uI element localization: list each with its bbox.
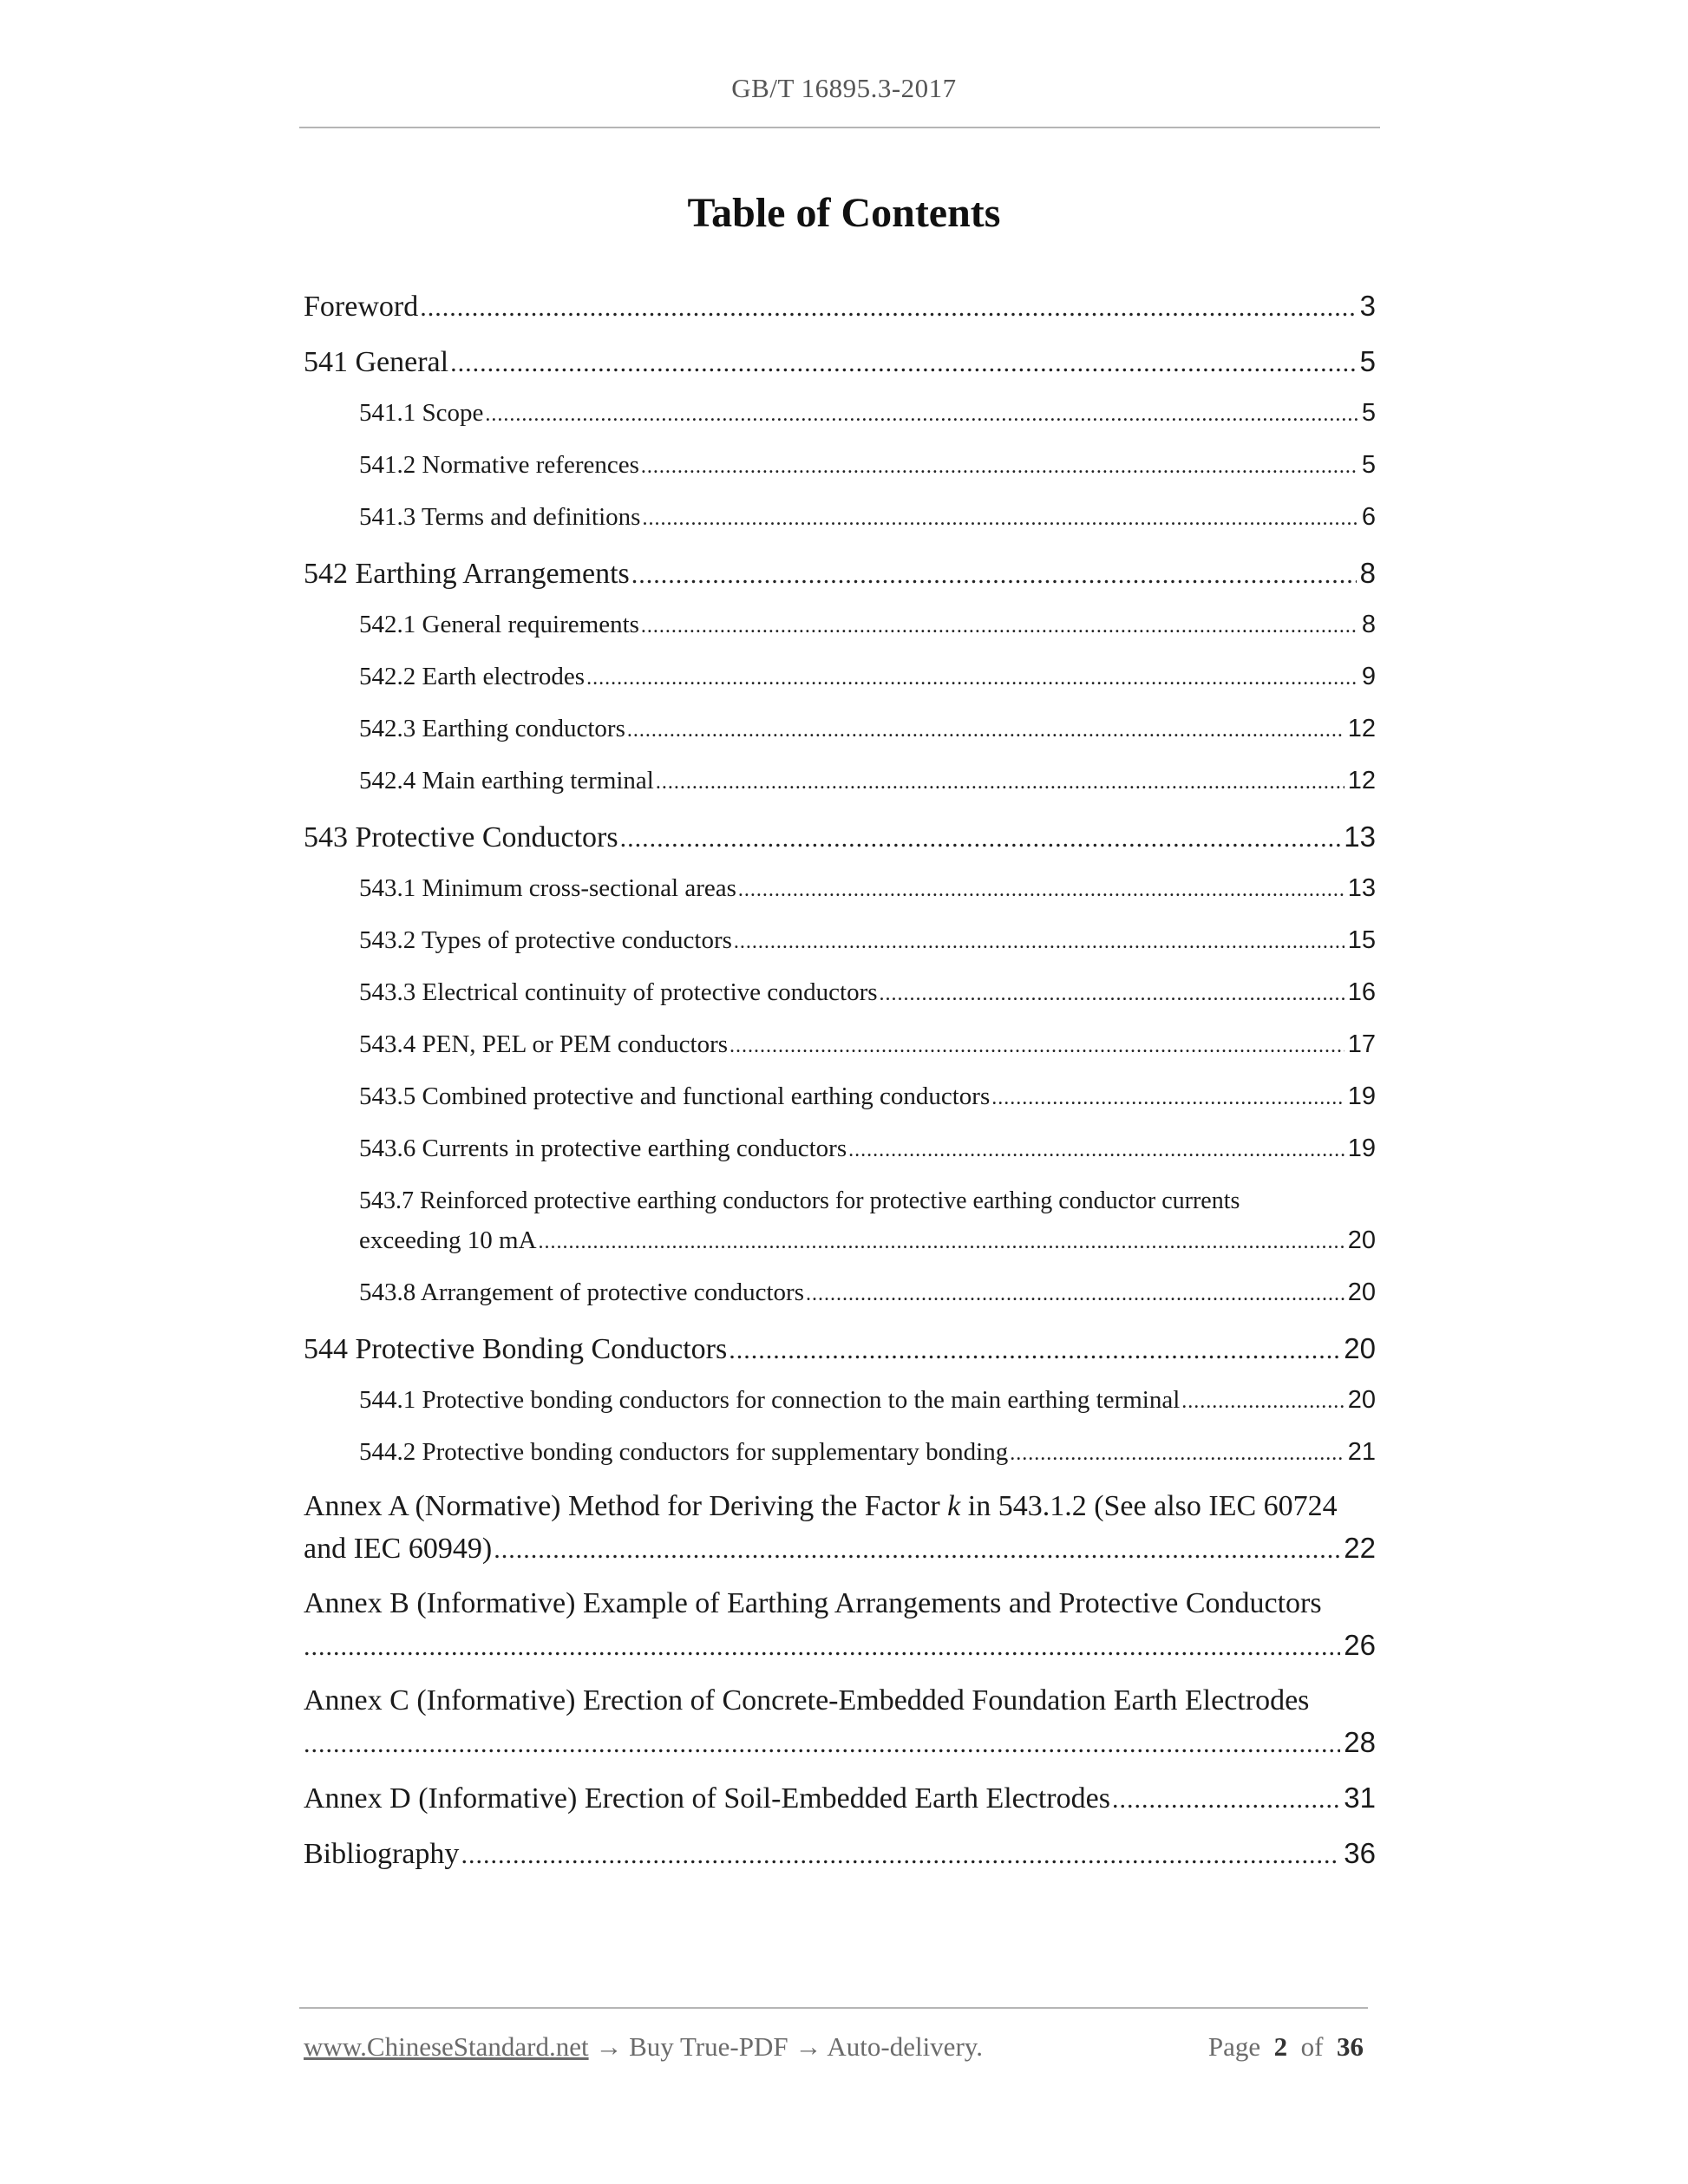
toc-entry-label: and IEC 60949) <box>304 1533 493 1565</box>
dot-leader <box>485 403 1358 427</box>
toc-entry-page: 5 <box>1359 345 1376 377</box>
current-page: 2 <box>1273 2031 1288 2062</box>
toc-entry-label: Annex B (Informative) Example of Earthing Arrangements and Protective Conductors <box>304 1587 1322 1619</box>
dot-leader <box>641 615 1358 638</box>
toc-entry-543-4[interactable] <box>359 1030 1376 1059</box>
toc-entry-label: 543.7 Reinforced protective earthing conductors for protective earthing conductor currents <box>359 1187 1240 1214</box>
toc-entry-542-3[interactable] <box>359 715 1376 743</box>
footer-promo <box>304 2031 983 2063</box>
dot-leader <box>880 983 1345 1006</box>
page-indicator: Page 2 of 36 <box>1207 2031 1364 2062</box>
toc-entry-page: 31 <box>1344 1782 1376 1814</box>
toc-entry-541-1[interactable] <box>359 399 1376 428</box>
toc-entry-543-1[interactable] <box>359 874 1376 903</box>
document-code: GB/T 16895.3-2017 <box>731 73 957 103</box>
toc-entry-page: 3 <box>1359 290 1376 322</box>
toc-entry-page: 17 <box>1347 1030 1376 1058</box>
toc-entry-label: 543.6 Currents in protective earthing conductors <box>359 1135 847 1162</box>
toc-entry-label: 541 General <box>304 346 449 378</box>
toc-entry-foreword[interactable] <box>304 290 1376 324</box>
toc-entry-page: 12 <box>1347 715 1376 742</box>
toc-entry-page: 15 <box>1347 926 1376 954</box>
toc-entry-annex-a-line1[interactable] <box>304 1490 1376 1523</box>
dot-leader <box>734 931 1345 954</box>
toc-entry-544-2[interactable] <box>359 1438 1376 1467</box>
toc-entry-page: 6 <box>1361 503 1376 531</box>
dot-leader <box>1010 1442 1345 1466</box>
dot-leader <box>1181 1390 1344 1414</box>
toc-entry-page: 12 <box>1347 767 1376 794</box>
toc-entry-543-7-line1[interactable] <box>359 1187 1376 1215</box>
toc-entry-page: 5 <box>1361 399 1376 427</box>
toc-entry-label: exceeding 10 mA <box>359 1226 537 1254</box>
toc-entry-label: 544.1 Protective bonding conductors for connection to the main earthing terminal <box>359 1386 1181 1414</box>
footer-divider <box>299 2007 1368 2009</box>
toc-entry-label: 542.3 Earthing conductors <box>359 715 625 742</box>
toc-entry-label: 543 Protective Conductors <box>304 821 618 853</box>
toc-entry-annex-d[interactable] <box>304 1782 1376 1815</box>
page-footer <box>304 2031 1364 2063</box>
toc-entry-page: 9 <box>1361 663 1376 690</box>
dot-leader <box>494 1535 1340 1565</box>
dot-leader <box>991 1087 1345 1110</box>
toc-entry-annex-c[interactable] <box>304 1726 1376 1759</box>
toc-entry-page: 21 <box>1347 1438 1376 1466</box>
toc-entry-label: 542 Earthing Arrangements <box>304 558 630 590</box>
toc-entry-543-3[interactable] <box>359 978 1376 1007</box>
toc-entry-page: 8 <box>1359 557 1376 589</box>
toc-entry-page: 26 <box>1344 1629 1376 1661</box>
toc-entry-page: 13 <box>1344 821 1376 853</box>
dot-leader <box>461 1841 1340 1870</box>
toc-entry-label: Annex C (Informative) Erection of Concrete-Embedded Foundation Earth Electrodes <box>304 1684 1310 1716</box>
dot-leader <box>848 1139 1345 1162</box>
dot-leader <box>586 667 1358 690</box>
toc-entry-542-1[interactable] <box>359 611 1376 639</box>
dot-leader <box>1112 1785 1340 1815</box>
toc-entry-annex-b[interactable] <box>304 1629 1376 1662</box>
toc-entry-543[interactable] <box>304 821 1376 854</box>
toc-entry-page: 8 <box>1361 611 1376 638</box>
dot-leader <box>539 1231 1345 1254</box>
toc-entry-543-5[interactable] <box>359 1082 1376 1111</box>
dot-leader <box>304 1730 1340 1759</box>
dot-leader <box>450 349 1357 378</box>
dot-leader <box>627 719 1345 742</box>
toc-entry-543-6[interactable] <box>359 1135 1376 1163</box>
toc-entry-label: 543.4 PEN, PEL or PEM conductors <box>359 1030 729 1058</box>
toc-entry-label: 543.1 Minimum cross-sectional areas <box>359 874 736 902</box>
dot-leader <box>304 1632 1340 1662</box>
toc-entry-label: 542.2 Earth electrodes <box>359 663 586 690</box>
dot-leader <box>642 507 1358 531</box>
toc-entry-541-2[interactable] <box>359 451 1376 480</box>
dot-leader <box>730 1035 1345 1058</box>
toc-entry-543-2[interactable] <box>359 926 1376 955</box>
footer-tagline: → Buy True-PDF → Auto-delivery. <box>595 2031 983 2062</box>
dot-leader <box>620 824 1341 853</box>
toc-entry-label: 543.2 Types of protective conductors <box>359 926 732 954</box>
toc-entry-label: Annex D (Informative) Erection of Soil-Embedded Earth Electrodes <box>304 1782 1110 1815</box>
toc-entry-542-2[interactable] <box>359 663 1376 691</box>
total-pages: 36 <box>1337 2031 1364 2062</box>
website-link[interactable]: www.ChineseStandard.net <box>304 2031 589 2062</box>
toc-entry-label: 541.2 Normative references <box>359 451 639 479</box>
toc-entry-label: Foreword <box>304 291 419 323</box>
toc-entry-label: 544.2 Protective bonding conductors for supplementary bonding <box>359 1438 1009 1466</box>
toc-entry-page: 20 <box>1347 1226 1376 1254</box>
toc-entry-label: 543.3 Electrical continuity of protective conductors <box>359 978 878 1006</box>
toc-entry-541[interactable] <box>304 345 1376 379</box>
toc-entry-page: 36 <box>1344 1837 1376 1869</box>
toc-entry-annex-a[interactable] <box>304 1532 1376 1566</box>
dot-leader <box>631 560 1357 590</box>
toc-entry-page: 16 <box>1347 978 1376 1006</box>
toc-entry-page: 19 <box>1347 1135 1376 1162</box>
toc-entry-page: 13 <box>1347 874 1376 902</box>
toc-entry-page: 5 <box>1361 451 1376 479</box>
toc-entry-page: 22 <box>1344 1532 1376 1564</box>
toc-entry-label: Annex A (Normative) Method for Deriving the Factor k in 543.1.2 (See also IEC 60724 <box>304 1490 1338 1522</box>
toc-entry-page: 19 <box>1347 1082 1376 1110</box>
dot-leader <box>641 455 1358 479</box>
page-title: Table of Contents <box>687 190 1001 236</box>
toc-entry-page: 20 <box>1347 1386 1376 1414</box>
toc-entry-page: 20 <box>1344 1332 1376 1364</box>
toc-entry-label: 543.5 Combined protective and functional earthing conductors <box>359 1082 991 1110</box>
toc-entry-label: Bibliography <box>304 1838 460 1870</box>
toc-entry-543-7[interactable] <box>359 1226 1376 1255</box>
dot-leader <box>420 293 1356 323</box>
toc-entry-bibliography[interactable] <box>304 1837 1376 1871</box>
toc-entry-label: 541.1 Scope <box>359 399 484 427</box>
toc-entry-label: 541.3 Terms and definitions <box>359 503 641 531</box>
toc-entry-page: 20 <box>1347 1278 1376 1306</box>
dot-leader <box>656 771 1345 794</box>
toc-entry-label: 543.8 Arrangement of protective conductors <box>359 1278 804 1306</box>
toc-entry-541-3[interactable] <box>359 503 1376 532</box>
toc-entry-annex-c-line1[interactable] <box>304 1684 1376 1717</box>
toc-entry-page: 28 <box>1344 1726 1376 1758</box>
toc-entry-annex-b-line1[interactable] <box>304 1587 1376 1620</box>
toc-entry-544-1[interactable] <box>359 1386 1376 1415</box>
toc-entry-542[interactable] <box>304 557 1376 591</box>
header-divider <box>299 127 1380 128</box>
toc-entry-544[interactable] <box>304 1332 1376 1366</box>
toc-entry-label: 542.1 General requirements <box>359 611 639 638</box>
dot-leader <box>729 1336 1340 1365</box>
dot-leader <box>738 879 1345 902</box>
toc-entry-543-8[interactable] <box>359 1278 1376 1307</box>
toc-entry-542-4[interactable] <box>359 767 1376 795</box>
toc-entry-label: 544 Protective Bonding Conductors <box>304 1333 728 1365</box>
toc-entry-label: 542.4 Main earthing terminal <box>359 767 654 794</box>
dot-leader <box>806 1283 1345 1306</box>
